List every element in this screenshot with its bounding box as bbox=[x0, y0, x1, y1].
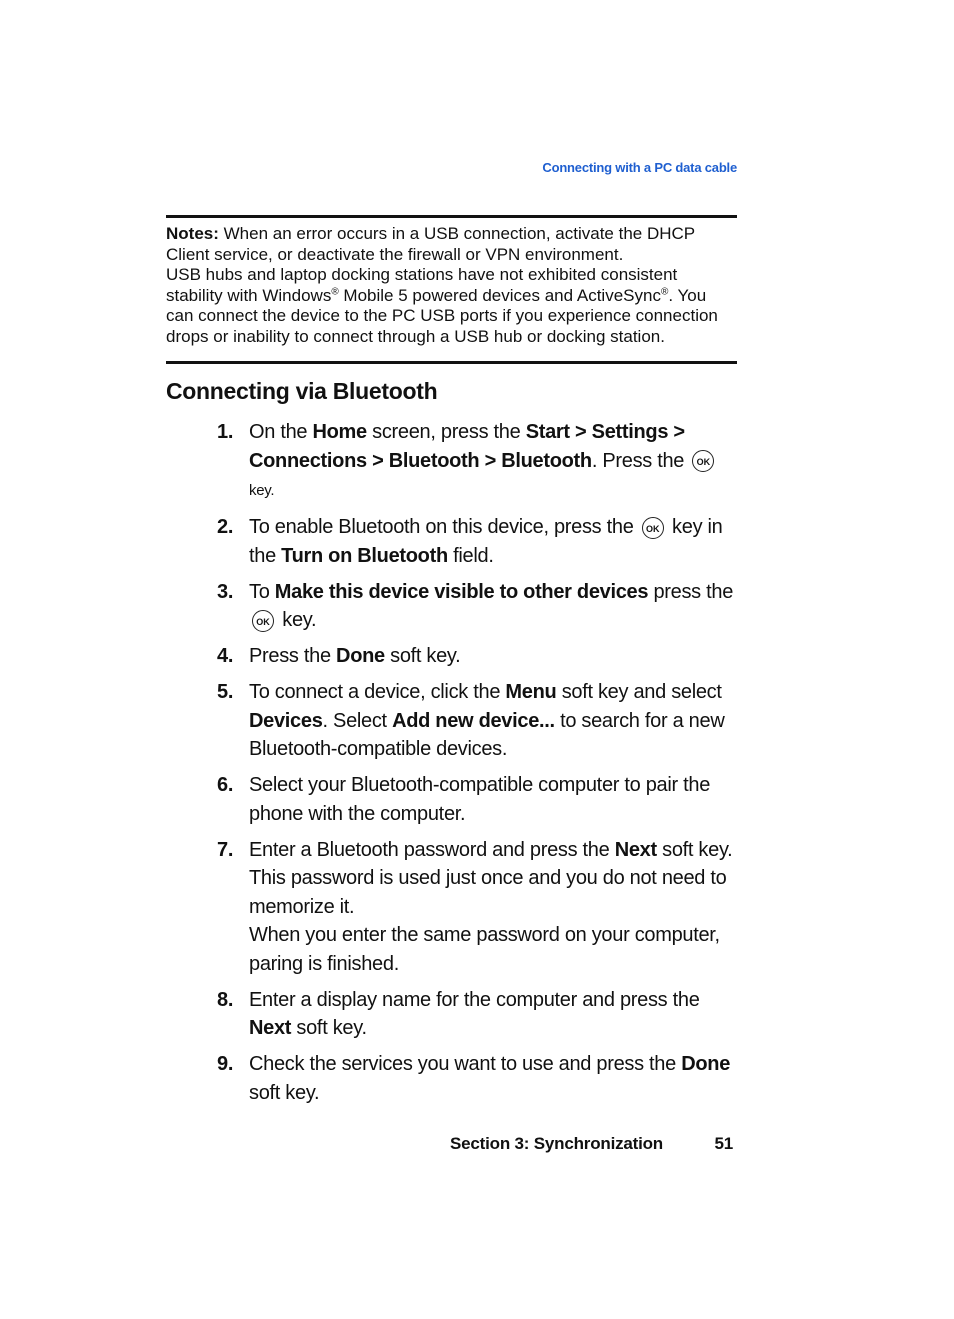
step-item bbox=[217, 836, 737, 979]
running-header: Connecting with a PC data cable bbox=[542, 160, 737, 175]
step-bold: Turn on Bluetooth bbox=[281, 544, 448, 567]
step-item bbox=[217, 771, 737, 828]
section-title: Connecting via Bluetooth bbox=[166, 378, 438, 404]
notes-box bbox=[166, 215, 737, 364]
step-number: 2. bbox=[217, 516, 234, 538]
step-text: When you enter the same password on your computer, paring is finished. bbox=[249, 924, 720, 975]
step-text: screen, press the bbox=[366, 421, 526, 443]
steps-list bbox=[217, 418, 737, 1115]
step-number: 7. bbox=[217, 838, 234, 861]
step-bold: Next bbox=[614, 838, 657, 861]
step-text: On the bbox=[249, 421, 313, 443]
step-item bbox=[217, 418, 737, 506]
step-item bbox=[217, 642, 737, 671]
step-number: 1. bbox=[217, 421, 234, 443]
step-bold: Start > Settings > Connections > Bluetooth > Bluetooth bbox=[249, 421, 685, 472]
page-number: 51 bbox=[714, 1134, 733, 1153]
step-bold: Make this device visible to other devices bbox=[274, 580, 649, 603]
step-bold: Add new device... bbox=[392, 709, 555, 732]
step-text: To connect a device, click the bbox=[249, 681, 506, 703]
page-footer bbox=[450, 1134, 733, 1154]
step-text: key. bbox=[249, 482, 275, 499]
step-item bbox=[217, 1050, 737, 1107]
step-bold: Next bbox=[249, 1017, 292, 1039]
step-text: . Select bbox=[322, 709, 393, 732]
step-number: 8. bbox=[217, 988, 234, 1011]
step-bold: Done bbox=[336, 645, 385, 667]
notes-text-1: When an error occurs in a USB connection, activate the DHCP Client service, or deactivate the firewall or VPN environment. bbox=[166, 224, 695, 264]
step-text: key. bbox=[277, 609, 317, 631]
notes-paragraph-2 bbox=[166, 265, 737, 347]
step-item bbox=[217, 513, 737, 570]
step-text: Press the bbox=[249, 645, 337, 667]
step-text: soft key. bbox=[384, 645, 461, 667]
notes-label: Notes: bbox=[166, 224, 219, 243]
step-text: key in the bbox=[249, 516, 723, 567]
step-text: press the bbox=[648, 580, 734, 603]
step-bold: Menu bbox=[505, 681, 557, 703]
step-text: to search for a new Bluetooth-compatible devices. bbox=[249, 709, 725, 760]
ok-key-icon: OK bbox=[252, 610, 274, 632]
notes-paragraph-1 bbox=[166, 224, 737, 265]
ok-key-icon: OK bbox=[692, 450, 714, 472]
registered-mark: ® bbox=[660, 285, 669, 297]
step-item bbox=[217, 678, 737, 764]
step-number: 9. bbox=[217, 1053, 234, 1075]
step-number: 6. bbox=[217, 774, 234, 796]
step-text: Select your Bluetooth-compatible computer to pair the phone with the computer. bbox=[249, 774, 711, 825]
footer-section-label: Section 3: Synchronization bbox=[450, 1134, 663, 1153]
step-text: Enter a display name for the computer and press the bbox=[249, 988, 700, 1011]
step-number: 5. bbox=[217, 681, 234, 703]
step-bold: Devices bbox=[249, 709, 323, 732]
step-text: To bbox=[249, 580, 275, 603]
step-text: Enter a Bluetooth password and press the bbox=[249, 838, 615, 861]
step-number: 3. bbox=[217, 580, 234, 603]
step-text: soft key and select bbox=[556, 681, 722, 703]
step-text: . Press the bbox=[591, 449, 690, 472]
step-text: field. bbox=[447, 544, 494, 567]
step-bold: Home bbox=[312, 421, 367, 443]
step-item bbox=[217, 986, 737, 1043]
step-text: Check the services you want to use and press the bbox=[249, 1053, 682, 1075]
step-bold: Done bbox=[681, 1053, 731, 1075]
step-text: soft key. bbox=[291, 1017, 367, 1039]
notes-text-2a: USB hubs and laptop docking stations have not exhibited consistent stability with Windows bbox=[166, 265, 678, 305]
notes-text-2c: . You can connect the device to the PC USB ports if you experience connection drops or inability to connect through a USB hub or docking station. bbox=[166, 285, 718, 346]
step-text: soft key. This password is used just once and you do not need to memorize it. bbox=[249, 838, 733, 918]
step-text: To enable Bluetooth on this device, press the bbox=[249, 516, 639, 538]
step-number: 4. bbox=[217, 645, 234, 667]
registered-mark: ® bbox=[331, 285, 339, 297]
notes-text-2b: Mobile 5 powered devices and ActiveSync bbox=[338, 285, 661, 305]
step-item bbox=[217, 578, 737, 635]
step-text: soft key. bbox=[249, 1081, 320, 1104]
ok-key-icon: OK bbox=[642, 517, 664, 539]
